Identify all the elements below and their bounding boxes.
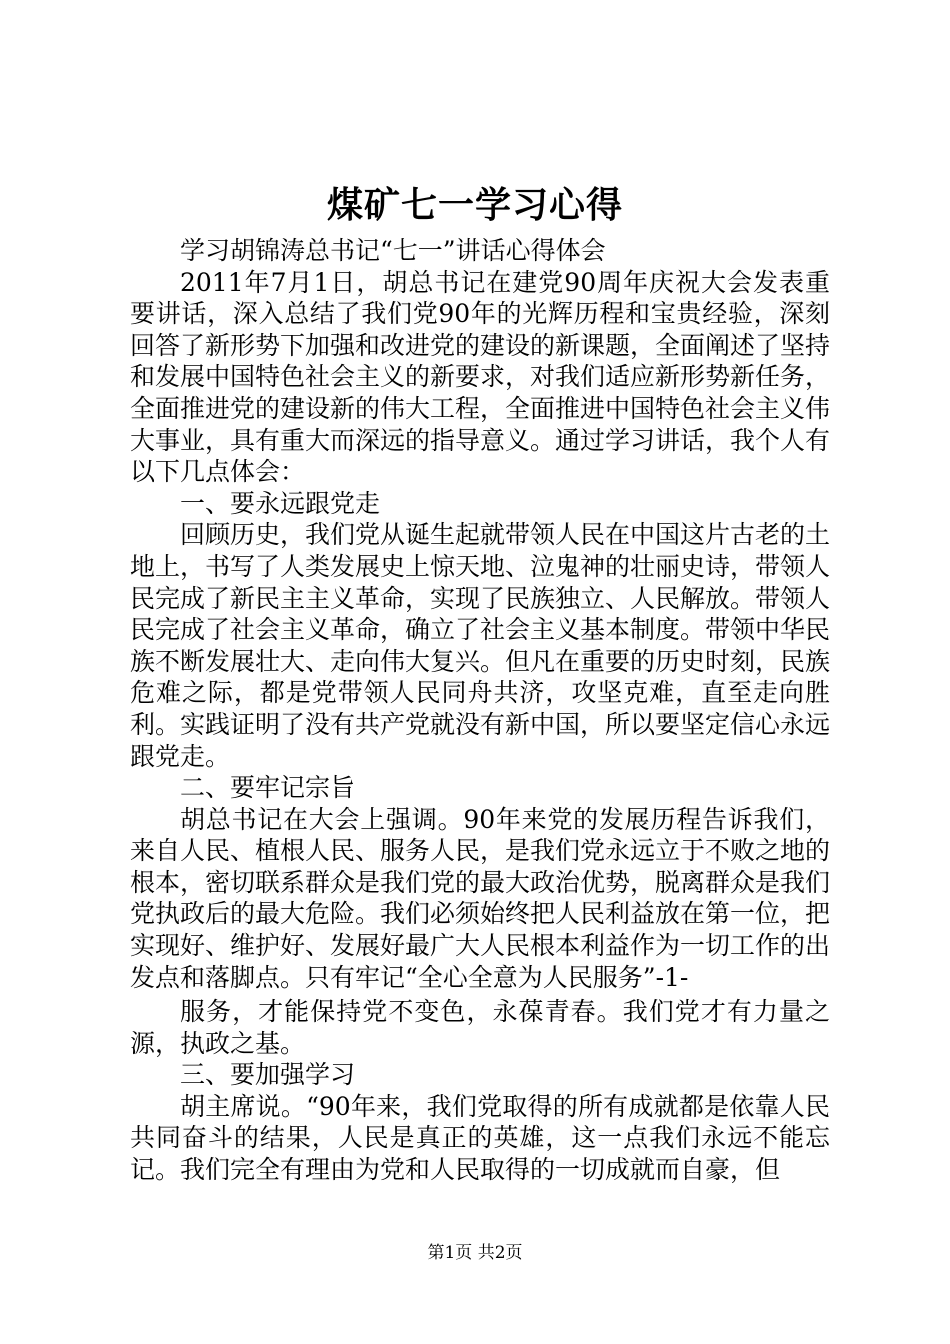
section-heading-3: 三、要加强学习 <box>180 1060 356 1090</box>
section-1-paragraph: 回顾历史，我们党从诞生起就带领人民在中国这片古老的土地上，书写了人类发展史上惊天地、泣鬼神的壮丽史诗，带领人民完成了新民主主义革命，实现了民族独立、人民解放。带领人民完成了社会主义革命，确立了社会主义基本制度。带领中华民族不断发展壮大、走向伟大复兴。但凡在重要的历史时刻，民族危难之际，都是党带领人民同舟共济，攻坚克难，直至走向胜利。实践证明了没有共产党就没有新中国，所以要坚定信心永远跟党走。 <box>130 520 831 771</box>
subtitle-paragraph: 学习胡锦涛总书记“七一”讲话心得体会 <box>180 236 606 265</box>
page-footer: 第1页 共2页 <box>427 1243 523 1263</box>
section-3-paragraph: 胡主席说。“90年来，我们党取得的所有成就都是依靠人民共同奋斗的结果，人民是真正的英雄，这一点我们永远不能忘记。我们完全有理由为党和人民取得的一切成就而自豪，但 <box>130 1091 830 1184</box>
intro-paragraph: 2011年7月1日，胡总书记在建党90周年庆祝大会发表重要讲话，深入总结了我们党90年的光辉历程和宝贵经验，深刻回答了新形势下加强和改进党的建设的新课题，全面阐述了坚持和发展中国特色社会主义的新要求，对我们适应新形势新任务，全面推进党的建设新的伟大工程，全面推进中国特色社会主义伟大事业，具有重大而深远的指导意义。通过学习讲话，我个人有以下几点体会： <box>130 267 831 487</box>
section-heading-1: 一、要永远跟党走 <box>180 488 381 518</box>
continued-paragraph: 服务，才能保持党不变色，永葆青春。我们党才有力量之源，执政之基。 <box>130 997 830 1058</box>
page2-body <box>130 996 830 1186</box>
document-title: 煤矿七一学习心得 <box>326 184 623 226</box>
page1-body <box>130 235 830 993</box>
section-2-paragraph: 胡总书记在大会上强调。90年来党的发展历程告诉我们，来自人民、植根人民、服务人民，是我们党永远立于不败之地的根本，密切联系群众是我们党的最大政治优势，脱离群众是我们党执政后的最大危险。我们必须始终把人民利益放在第一位，把实现好、维护好、发展好最广大人民根本利益作为一切工作的出发点和落脚点。只有牢记“全心全意为人民服务”-1- <box>130 804 831 992</box>
section-heading-2: 二、要牢记宗旨 <box>180 773 356 803</box>
